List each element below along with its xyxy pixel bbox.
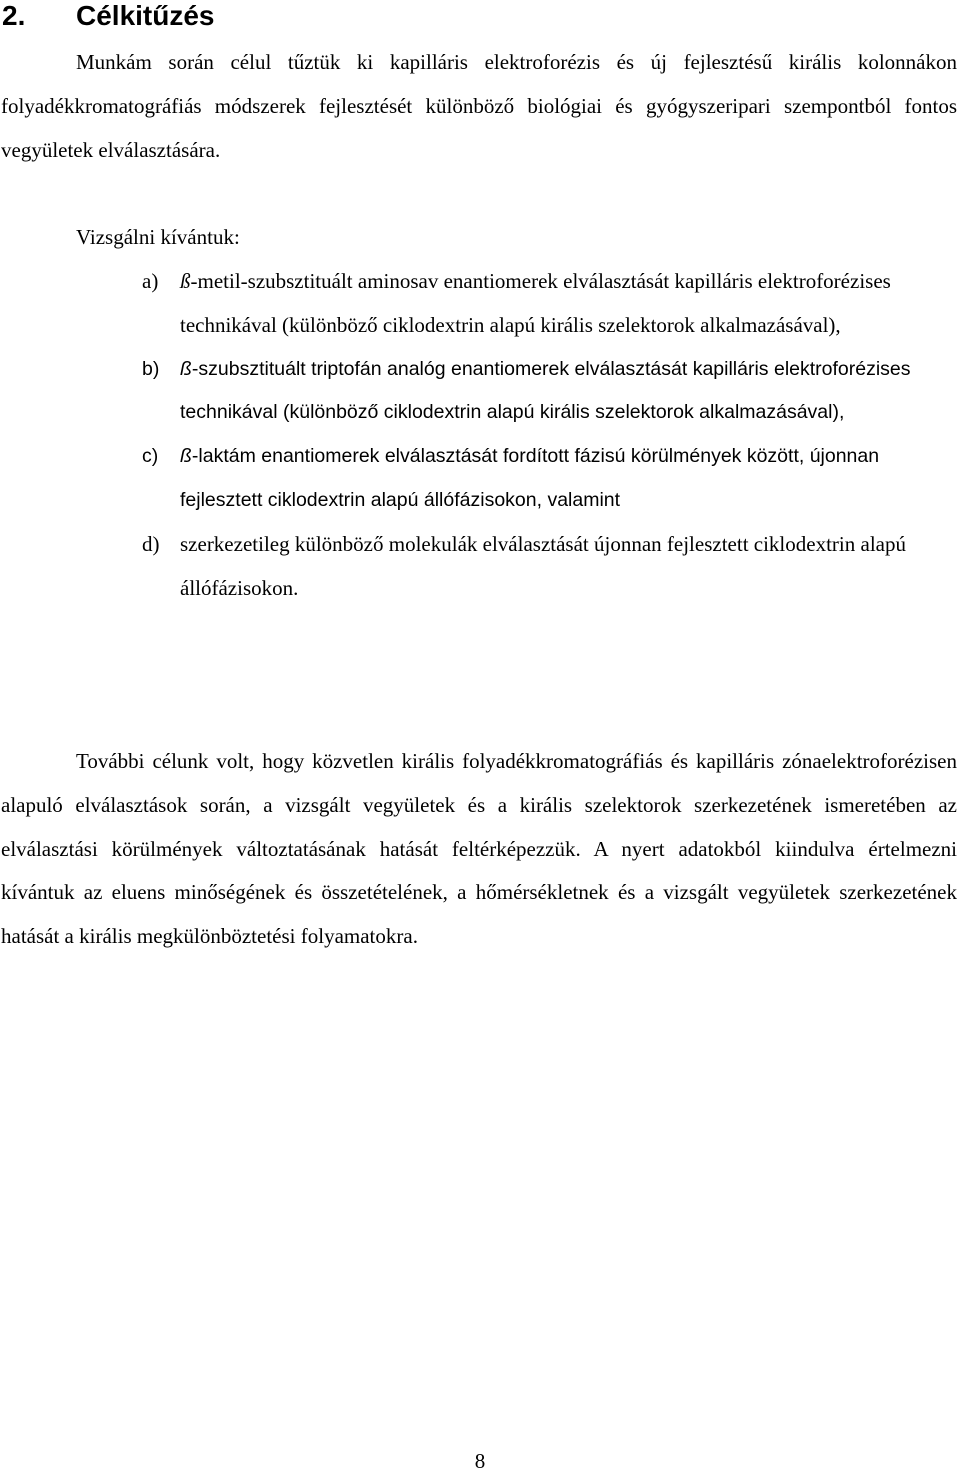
beta-symbol: ß [180, 357, 192, 380]
list-item-text: -metil-szubsztituált aminosav enantiomerek elválasztását kapilláris elektroforézises technikával (különböző ciklodextrin alapú királis szelektorok alkalmazásával), [180, 269, 891, 337]
list-item [142, 260, 932, 348]
section-heading [2, 0, 215, 36]
list-item-text: szerkezetileg különböző molekulák elválasztását újonnan fejlesztett ciklodextrin alapú állófázisokon. [180, 531, 906, 600]
list-marker: b) [142, 357, 160, 380]
intro-paragraph: Munkám során célul tűztük ki kapilláris elektroforézis és új fejlesztésű királis kolonnákon folyadékkromatográfiás módszerek fejlesztését különböző biológiai és gyógyszeripari szempontból fontos vegyületek elválasztására. [1, 50, 957, 162]
aims-list [142, 260, 932, 610]
list-marker: d) [142, 531, 160, 556]
beta-symbol: ß [180, 445, 192, 468]
beta-symbol: ß [180, 269, 191, 293]
aims-lead: Vizsgálni kívántuk: [76, 225, 240, 249]
list-marker: a) [142, 269, 159, 293]
section-number: 2. [2, 0, 26, 31]
closing-paragraph: További célunk volt, hogy közvetlen királis folyadékkromatográfiás és kapilláris zónaelektroforézisen alapuló elválasztások során, a vizsgált vegyületek és a királis szelektorok szerkezetének ismeretében az elválasztási körülmények változtatásának hatását feltérképezzük. A nyert adatokból kiindulva értelmezni kívántuk az eluens minőségének és összetételének, a hőmérsékletnek és a vizsgált vegyületek szerkezetének hatását a királis megkülönböztetési folyamatokra. [1, 749, 957, 949]
list-item [142, 348, 932, 436]
page-number: 8 [474, 1449, 486, 1473]
list-item [142, 435, 932, 523]
list-item-text: -szubsztituált triptofán analóg enantiomerek elválasztását kapilláris elektroforézises technikával (különböző ciklodextrin alapú királis szelektorok alkalmazásával), [180, 357, 911, 424]
section-title: Célkitűzés [76, 0, 215, 31]
list-item [142, 523, 932, 611]
list-item-text: -laktám enantiomerek elválasztását fordított fázisú körülmények között, újonnan fejlesztett ciklodextrin alapú állófázisokon, valamint [180, 445, 880, 511]
list-marker: c) [142, 445, 159, 468]
